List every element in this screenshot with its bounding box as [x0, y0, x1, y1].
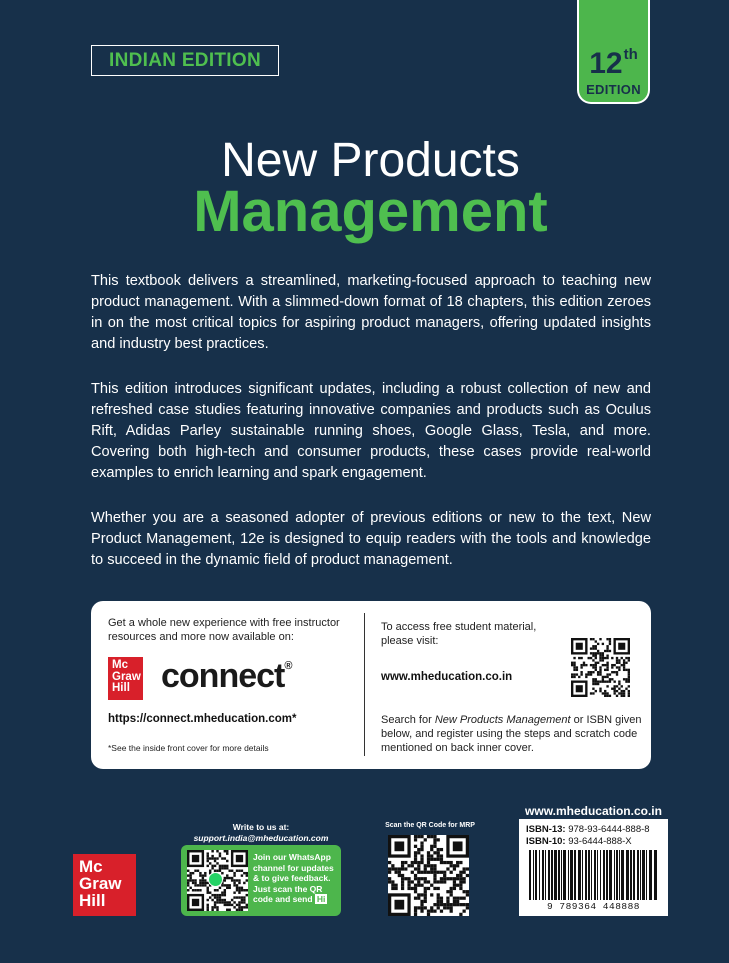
isbn-13: ISBN-13: 978-93-6444-888-8 [526, 824, 650, 835]
edition-tab [577, 0, 650, 104]
instructor-intro: Get a whole new experience with free instructor resources and more now available on: [108, 617, 340, 643]
description-paragraph-3: Whether you are a seasoned adopter of previous editions or new to the text, New Product Management, 12e is designed to equip readers with the tools and knowledge to succeed in the dynamic field of product management. [91, 510, 651, 568]
title-line-1: New Products [221, 134, 520, 187]
card-divider [364, 613, 365, 756]
edition-number: 12th [589, 46, 638, 80]
connect-logo: connect® [161, 657, 292, 695]
student-url[interactable]: www.mheducation.co.in [381, 671, 513, 683]
support-email[interactable]: support.india@mheducation.com [193, 833, 329, 843]
title-line-2: Management [193, 179, 548, 244]
write-to-us-label: Write to us at: [232, 822, 290, 832]
description-paragraph-2: This edition introduces significant updates, including a robust collection of new and refreshed case studies featuring innovative companies and products such as Oculus Rift, Adidas Parley sustainable running shoes, Google Glass, Tesla, and more. Covering both high-tech and consumer products, these cases provide real-world examples to enrich learning and spark engagement. [91, 381, 651, 481]
publisher-logo: Mc Graw Hill [73, 854, 136, 916]
search-instructions: Search for New Products Management or ISBN given below, and register using the steps and scratch code mentioned on back inner cover. [381, 714, 642, 754]
mcgraw-hill-logo: Mc Graw Hill [108, 657, 143, 700]
whatsapp-icon [208, 872, 223, 887]
isbn-barcode-box [519, 819, 668, 916]
publisher-url: www.mheducation.co.in [525, 804, 662, 818]
connect-card [91, 601, 651, 769]
mrp-qr-label: Scan the QR Code for MRP [385, 822, 475, 829]
barcode [529, 850, 661, 900]
student-qr-code [571, 638, 630, 697]
mrp-qr-code [388, 835, 469, 916]
student-intro: To access free student material, please visit: [381, 621, 537, 647]
connect-url[interactable]: https://connect.mheducation.com* [108, 713, 297, 725]
inside-cover-note: *See the inside front cover for more details [108, 743, 269, 753]
whatsapp-instructions: Join our WhatsApp channel for updates & to give feedback. Just scan the QR code and send Hi [253, 852, 334, 905]
isbn-10: ISBN-10: 93-6444-888-X [526, 836, 632, 847]
edition-word: EDITION [586, 82, 641, 97]
indian-edition-badge: INDIAN EDITION [91, 45, 279, 76]
barcode-digits: 9 789364 448888 [546, 901, 640, 912]
whatsapp-box [181, 845, 341, 916]
description-paragraph-1: This textbook delivers a streamlined, marketing-focused approach to teaching new product management. With a slimmed-down format of 18 chapters, this edition zeroes in on the most critical topics for aspiring product managers, offering updated insights and industry best practices. [91, 273, 651, 352]
